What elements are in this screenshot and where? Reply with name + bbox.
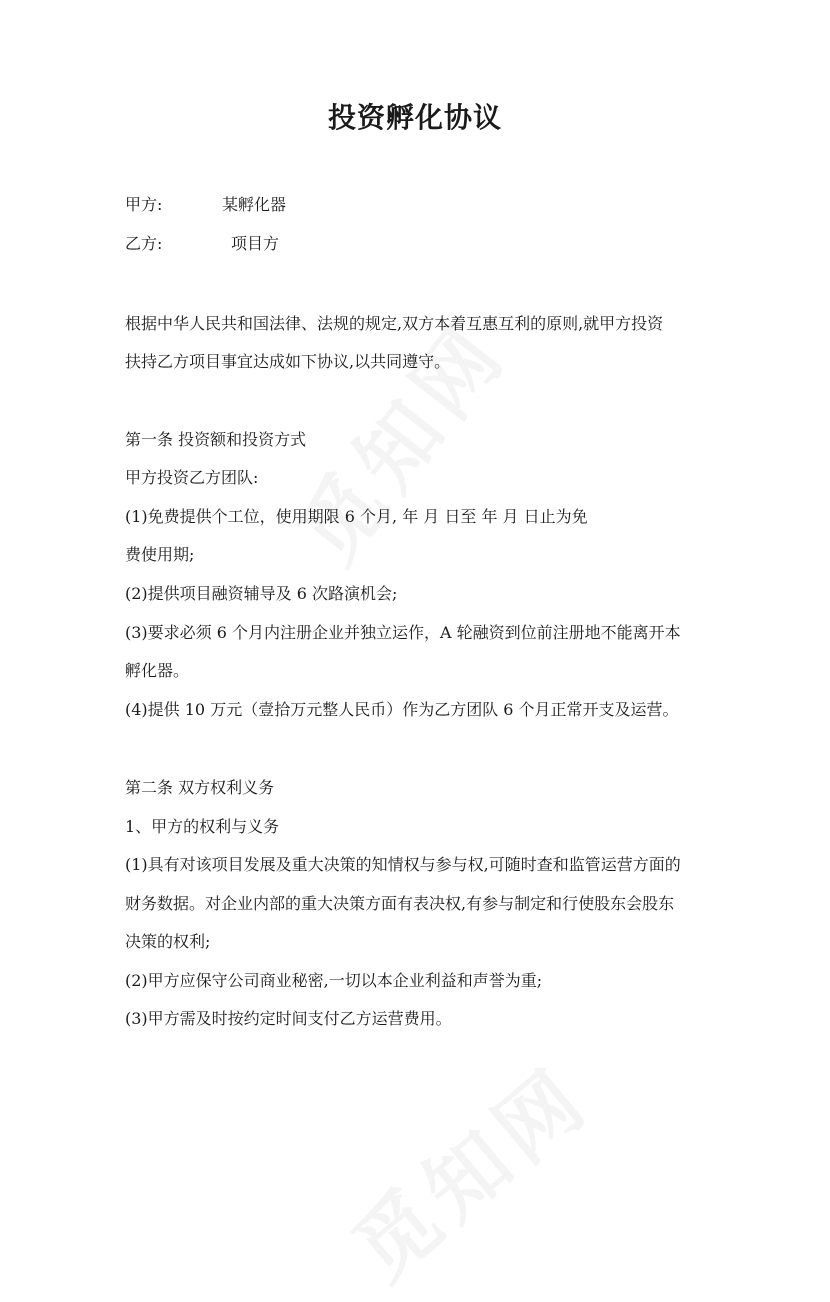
article-1-item-2: (2)提供项目融资辅导及 6 次路演机会; xyxy=(125,584,398,603)
article-2-heading: 第二条 双方权利义务 xyxy=(125,778,275,797)
party-b-label: 乙方: xyxy=(125,234,163,253)
article-2-item-1-line-1: (1)具有对该项目发展及重大决策的知情权与参与权,可随时查和监管运营方面的 xyxy=(125,855,681,874)
preamble-line-1: 根据中华人民共和国法律、法规的规定,双方本着互惠互利的原则,就甲方投资 xyxy=(125,314,664,333)
article-2-sub-1: 1、甲方的权利与义务 xyxy=(125,817,280,836)
article-1-item-3-line-1: (3)要求必须 6 个月内注册企业并独立运作，A 轮融资到位前注册地不能离开本 xyxy=(125,623,681,642)
article-2-item-2: (2)甲方应保守公司商业秘密,一切以本企业利益和声誉为重; xyxy=(125,971,543,990)
article-2-item-1-line-2: 财务数据。对企业内部的重大决策方面有表决权,有参与制定和行使股东会股东 xyxy=(125,894,675,913)
party-a-value: 某孵化器 xyxy=(222,195,287,214)
party-b-value: 项目方 xyxy=(231,234,280,253)
article-1-item-1-line-1: (1)免费提供个工位，使用期限 6 个月, 年 月 日至 年 月 日止为免 xyxy=(125,507,588,526)
article-1-item-1-line-2: 费使用期; xyxy=(125,545,195,564)
article-1-item-4: (4)提供 10 万元（壹拾万元整人民币）作为乙方团队 6 个月正常开支及运营。 xyxy=(125,700,679,719)
watermark-bottom xyxy=(325,1035,612,1302)
article-2-item-1-line-3: 决策的权利; xyxy=(125,932,211,951)
article-2-item-3: (3)甲方需及时按约定时间支付乙方运营费用。 xyxy=(125,1009,452,1028)
article-1-intro: 甲方投资乙方团队: xyxy=(125,468,259,487)
document-title: 投资孵化协议 xyxy=(327,101,502,134)
article-1-heading: 第一条 投资额和投资方式 xyxy=(125,430,307,449)
preamble-line-2: 扶持乙方项目事宜达成如下协议,以共同遵守。 xyxy=(125,352,451,371)
article-1-item-3-line-2: 孵化器。 xyxy=(125,661,190,680)
party-a-label: 甲方: xyxy=(125,195,163,214)
